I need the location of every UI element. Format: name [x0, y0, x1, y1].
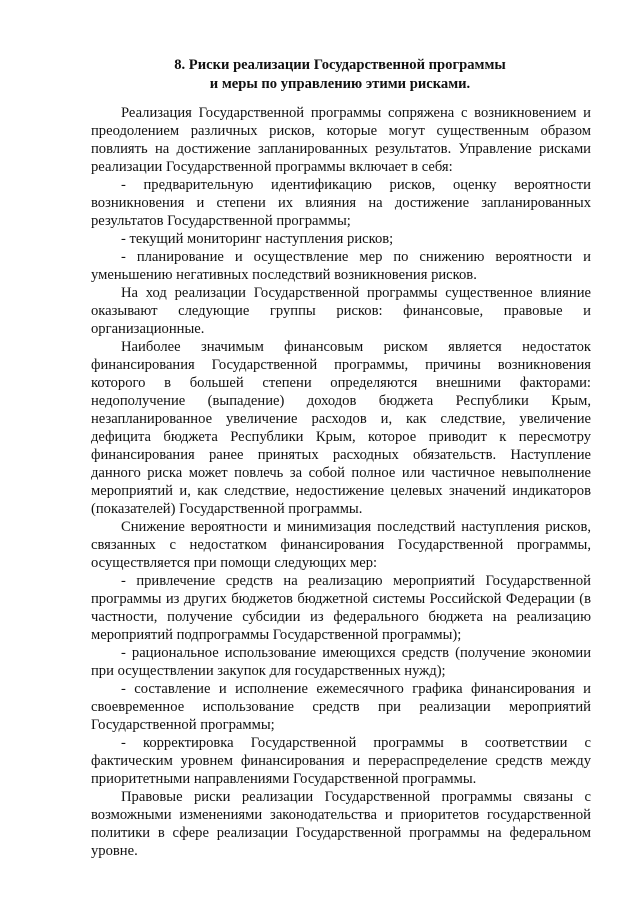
list-item-attract-funds: - привлечение средств на реализацию мероприятий Государственной программы из других бюджетов бюджетной системы Российской Федерации (в частности, получение субсидии из федерального бюджета на реализацию мероприятий подпрограммы Государственной программы);: [91, 573, 591, 643]
section-heading-line-2: и меры по управлению этими рисками.: [209, 76, 471, 92]
paragraph-intro: Реализация Государственной программы сопряжена с возникновением и преодолением различных рисков, которые могут существенным образом повлиять на достижение запланированных результатов. Управление рисками реализации Государственной программы включает в себя:: [91, 105, 591, 175]
document-body: [91, 104, 591, 860]
paragraph-financial-risk: Наиболее значимым финансовым риском является недостаток финансирования Государственной программы, причины возникновения которого в большей степени определяются внешними факторами: недополучение (выпадение) доходов бюджета Республики Крым, незапланированное увеличение расходов и, как следствие, увеличение дефицита бюджета Республики Крым, которое приводит к пересмотру финансирования ранее принятых расходных обязательств. Наступление данного риска может повлечь за собой полное или частичное невыполнение мероприятий и, как следствие, недостижение целевых значений индикаторов (показателей) Государственной программы.: [91, 339, 591, 517]
paragraph-risk-mitigation: Снижение вероятности и минимизация последствий наступления рисков, связанных с недостатком финансирования Государственной программы, осуществляется при помощи следующих мер:: [91, 519, 591, 571]
list-item-monthly-schedule: - составление и исполнение ежемесячного графика финансирования и своевременное использование средств при реализации мероприятий Государственной программы;: [91, 681, 591, 733]
section-heading-line-1: 8. Риски реализации Государственной программы: [174, 57, 506, 73]
list-item-rational-use: - рациональное использование имеющихся средств (получение экономии при осуществлении закупок для государственных нужд);: [91, 645, 591, 679]
paragraph-legal-risk: Правовые риски реализации Государственной программы связаны с возможными изменениями законодательства и приоритетов государственной политики в сфере реализации Государственной программы на федеральном уровне.: [91, 789, 591, 859]
list-item-program-adjustment: - корректировка Государственной программы в соответствии с фактическим уровнем финансирования и перераспределение средств между приоритетными направлениями Государственной программы.: [91, 735, 591, 787]
section-heading: [90, 56, 590, 94]
list-item-monitoring: - текущий мониторинг наступления рисков;: [121, 231, 394, 247]
list-item-planning: - планирование и осуществление мер по снижению вероятности и уменьшению негативных последствий возникновения рисков.: [91, 249, 591, 283]
list-item-identification: - предварительную идентификацию рисков, оценку вероятности возникновения и степени их влияния на достижение запланированных результатов Государственной программы;: [91, 177, 591, 229]
paragraph-risk-groups: На ход реализации Государственной программы существенное влияние оказывают следующие группы рисков: финансовые, правовые и организационные.: [91, 285, 591, 337]
